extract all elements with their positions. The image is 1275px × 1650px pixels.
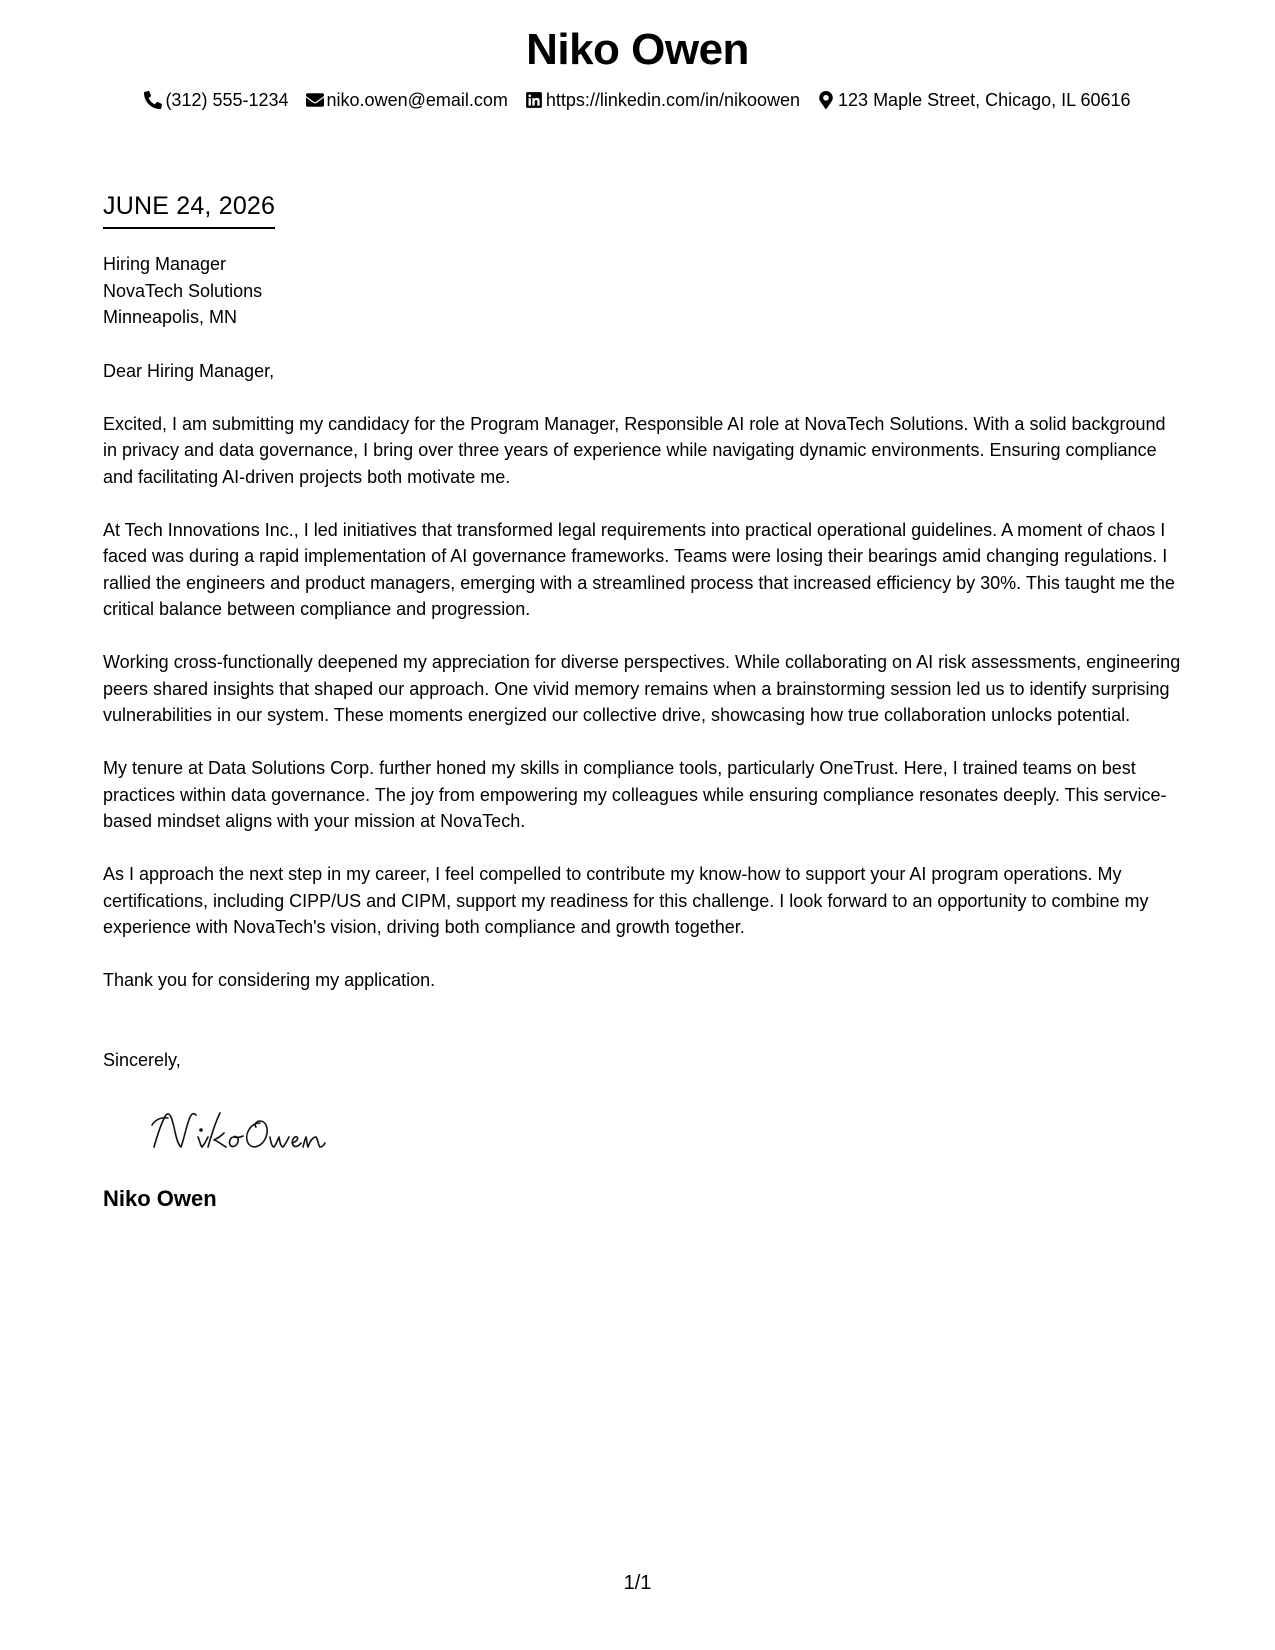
linkedin-text: https://linkedin.com/in/nikoowen	[545, 90, 801, 110]
letter-date: JUNE 24, 2026	[103, 190, 275, 229]
recipient-line: Minneapolis, MN	[103, 307, 238, 327]
phone-icon	[144, 91, 162, 109]
applicant-name: Niko Owen	[526, 25, 749, 74]
body-paragraph: My tenure at Data Solutions Corp. further honed my skills in compliance tools, particularly OneTrust. Here, I trained teams on best practices within data governance. The joy from empowering my colleagues while ensuring compliance resonates deeply. This service-based mindset aligns with your mission at NovaTech.	[103, 758, 1167, 831]
letter-body	[103, 190, 1183, 1213]
recipient-block	[103, 251, 1183, 331]
closing: Sincerely,	[103, 1049, 181, 1070]
address-text: 123 Maple Street, Chicago, IL 60616	[838, 90, 1131, 110]
contact-email	[306, 88, 508, 112]
signature-image	[148, 1103, 328, 1163]
linkedin-icon	[525, 91, 543, 109]
handwritten-signature	[148, 1103, 1183, 1163]
salutation: Dear Hiring Manager,	[103, 360, 275, 381]
body-paragraph: Thank you for considering my application.	[103, 970, 436, 990]
contact-linkedin	[525, 88, 800, 112]
body-paragraph: As I approach the next step in my career, I feel compelled to contribute my know-how to support your AI program operations. My certifications, including CIPP/US and CIPM, support my readiness for this challenge. I look forward to an opportunity to combine my experience with NovaTech's vision, driving both compliance and growth together.	[103, 864, 1149, 937]
contact-row	[0, 88, 1275, 112]
page-number: 1/1	[623, 1572, 652, 1594]
envelope-icon	[306, 91, 324, 109]
contact-address	[817, 88, 1131, 112]
contact-phone	[144, 88, 288, 112]
recipient-line: NovaTech Solutions	[103, 280, 263, 301]
body-paragraph: Excited, I am submitting my candidacy for the Program Manager, Responsible AI role at NovaTech Solutions. With a solid background in privacy and data governance, I bring over three years of experience while navigating dynamic environments. Ensuring compliance and facilitating AI-driven projects both motivate me.	[103, 413, 1166, 487]
phone-text: (312) 555-1234	[165, 90, 289, 110]
letter-header	[0, 22, 1275, 112]
email-text: niko.owen@email.com	[326, 90, 508, 110]
signature-name: Niko Owen	[103, 1186, 217, 1211]
recipient-line: Hiring Manager	[103, 254, 227, 274]
body-paragraph: At Tech Innovations Inc., I led initiatives that transformed legal requirements into practical operational guidelines. A moment of chaos I faced was during a rapid implementation of AI governance frameworks. Teams were losing their bearings amid changing regulations. I rallied the engineers and product managers, emerging with a streamlined process that increased efficiency by 30%. This taught me the critical balance between compliance and progression.	[103, 519, 1175, 619]
map-marker-icon	[817, 91, 835, 109]
body-paragraph: Working cross-functionally deepened my appreciation for diverse perspectives. While collaborating on AI risk assessments, engineering peers shared insights that shaped our approach. One vivid memory remains when a brainstorming session led us to identify surprising vulnerabilities in our system. These moments energized our collective drive, showcasing how true collaboration unlocks potential.	[103, 652, 1181, 725]
